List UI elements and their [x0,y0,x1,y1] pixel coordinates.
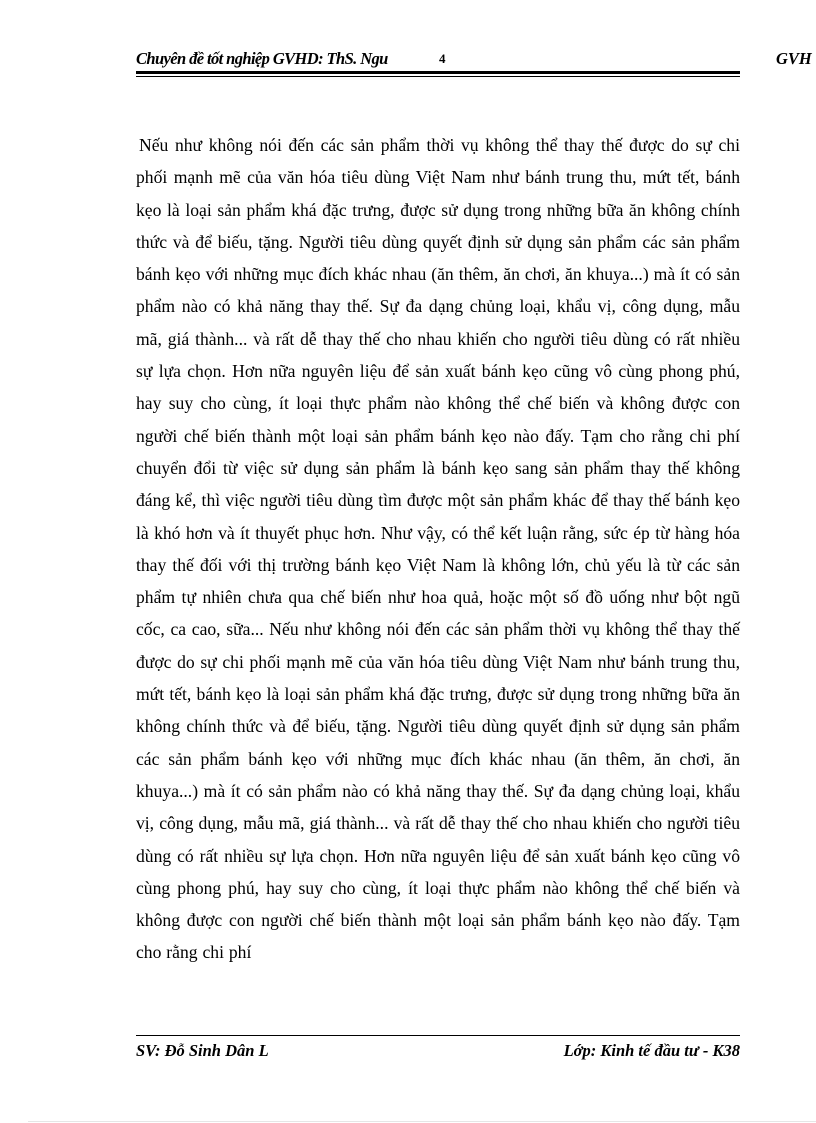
footer-student: SV: Đỗ Sinh Dân L [136,1041,269,1060]
header-right-text: GVH [776,49,812,68]
footer-rule [136,1035,740,1036]
header-rule-thin [136,76,740,77]
body-paragraph: Nếu như không nói đến các sản phẩm thời vụ không thể thay thế được do sự chi phối mạnh mẽ của văn hóa tiêu dùng Việt Nam như bánh trung thu, mứt tết, bánh kẹo là loại sản phẩm khá đặc trưng, được sử dụng trong những bữa ăn không chính thức và để biếu, tặng. Người tiêu dùng quyết định sử dụng sản phẩm các sản phẩm bánh kẹo với những mục đích khác nhau (ăn thêm, ăn chơi, ăn khuya...) mà ít có sản phẩm nào có khả năng thay thế. Sự đa dạng chủng loại, khẩu vị, công dụng, mẫu mã, giá thành... và rất dễ thay thế cho nhau khiến cho người tiêu dùng có rất nhiều sự lựa chọn. Hơn nữa nguyên liệu để sản xuất bánh kẹo cũng vô cùng phong phú, hay suy cho cùng, ít loại thực phẩm nào không thể chế biến và không được con người chế biến thành một loại sản phẩm bánh kẹo nào đấy. Tạm cho rằng chi phí chuyển đổi từ việc sử dụng sản phẩm là bánh kẹo sang sản phẩm thay thế không đáng kể, thì việc người tiêu dùng tìm được một sản phẩm khác để thay thế bánh kẹo là khó hơn và ít thuyết phục hơn. Như vậy, có thể kết luận rằng, sức ép từ hàng hóa thay thế đối với thị trường bánh kẹo Việt Nam là không lớn, chủ yếu là từ các sản phẩm tự nhiên chưa qua chế biến như hoa quả, hoặc một số đồ uống như bột ngũ cốc, ca cao, sữa... Nếu như không nói đến các sản phẩm thời vụ không thể thay thế được do sự chi phối mạnh mẽ của văn hóa tiêu dùng Việt Nam như bánh trung thu, mứt tết, bánh kẹo là loại sản phẩm khá đặc trưng, được sử dụng trong những bữa ăn không chính thức và để biếu, tặng. Người tiêu dùng quyết định sử dụng sản phẩm các sản phẩm bánh kẹo với những mục đích khác nhau (ăn thêm, ăn chơi, ăn khuya...) mà ít có sản phẩm nào có khả năng thay thế. Sự đa dạng chủng loại, khẩu vị, công dụng, mẫu mã, giá thành... và rất dễ thay thế cho nhau khiến cho người tiêu dùng có rất nhiều sự lựa chọn. Hơn nữa nguyên liệu để sản xuất bánh kẹo cũng vô cùng phong phú, hay suy cho cùng, ít loại thực phẩm nào không thể chế biến và không được con người chế biến thành một loại sản phẩm bánh kẹo nào đấy. Tạm cho rằng chi phí [136,135,740,963]
page-bottom-edge [28,1121,816,1122]
footer-class: Lớp: Kinh tế đầu tư - K38 [563,1041,740,1060]
header-title: Chuyên đề tốt nghiệp GVHD: ThS. Ngu [136,49,388,68]
body-text [136,129,740,969]
header-rule-thick [136,71,740,74]
header-page-number: 4 [439,51,446,66]
